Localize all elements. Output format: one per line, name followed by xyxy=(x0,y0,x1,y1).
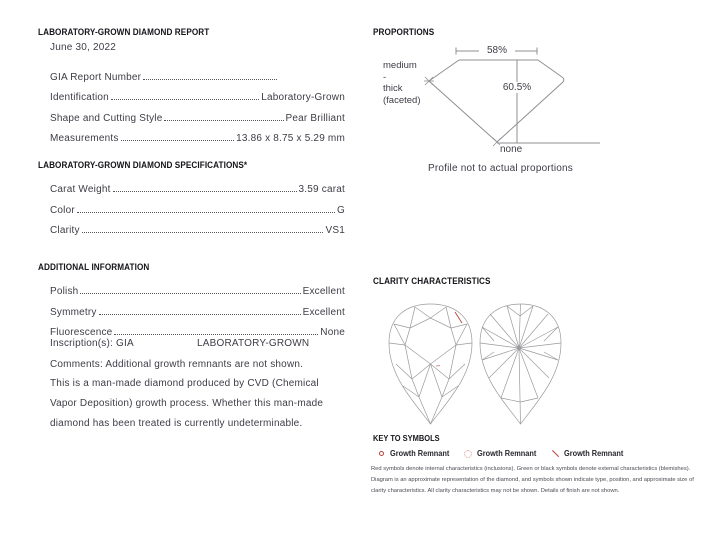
comments-line: Vapor Deposition) growth process. Whether this man-made xyxy=(50,398,324,410)
proportions-diagram xyxy=(383,44,618,166)
row-label: Carat Weight xyxy=(50,184,111,196)
growth-remnant-circle-icon xyxy=(375,451,387,456)
dot-leader xyxy=(99,314,301,315)
section-additional xyxy=(38,262,345,438)
girdle-line: (faceted) xyxy=(383,94,421,106)
symbol-label: Growth Remnant xyxy=(564,449,624,458)
additional-row-fluorescence xyxy=(38,318,345,338)
symbol-item xyxy=(549,449,636,458)
girdle-line: medium xyxy=(383,60,417,71)
row-value: G xyxy=(337,204,345,216)
dot-leader xyxy=(143,79,277,80)
girdle-line: - xyxy=(383,71,387,83)
pear-pavilion-view-diagram xyxy=(477,302,564,425)
row-value: VS1 xyxy=(325,225,345,237)
symbol-label: Growth Remnant xyxy=(477,449,537,458)
inscription-label: Inscription(s): GIA xyxy=(50,338,134,350)
table-percent-label: 58% xyxy=(479,45,515,56)
row-value: Excellent xyxy=(302,306,345,318)
disclaimer-line: Red symbols denote internal characteristics (inclusions). Green or black symbols denote external characteristics (blemishes). xyxy=(371,466,691,472)
dot-leader xyxy=(111,99,259,100)
report-date: June 30, 2022 xyxy=(50,42,116,53)
row-label: Fluorescence xyxy=(50,327,113,339)
clarity-section-title: CLARITY CHARACTERISTICS xyxy=(373,276,491,287)
dot-leader xyxy=(80,293,300,294)
row-label: Identification xyxy=(50,92,109,104)
dot-leader xyxy=(114,334,318,335)
growth-remnant-mark-faint xyxy=(436,366,440,367)
proportions-caption: Profile not to actual proportions xyxy=(427,163,573,174)
comments-line: diamond has been treated is currently undeterminable. xyxy=(50,417,303,429)
dot-leader xyxy=(77,212,335,213)
girdle-label xyxy=(383,60,423,106)
key-to-symbols-row xyxy=(375,449,636,458)
disclaimer-line: Diagram is an approximate representation of the diamond, and symbols shown indicate type, position, and approximate size of xyxy=(371,477,694,483)
row-label: Symmetry xyxy=(50,306,97,318)
dot-leader xyxy=(113,191,297,192)
proportions-section-title: PROPORTIONS xyxy=(373,27,435,38)
clarity-disclaimer xyxy=(371,464,719,497)
row-label: Shape and Cutting Style xyxy=(50,112,163,124)
culet-label: none xyxy=(500,144,534,155)
additional-row-polish xyxy=(38,277,345,297)
inscription-value: LABORATORY-GROWN xyxy=(197,338,310,350)
row-value: Laboratory-Grown xyxy=(261,92,345,104)
comments-line: This is a man-made diamond produced by CVD (Chemical xyxy=(50,378,319,390)
dot-leader xyxy=(121,140,235,141)
report-row-measurements xyxy=(38,124,345,144)
pear-crown-view-diagram xyxy=(386,302,475,425)
additional-row-inscription xyxy=(38,338,345,358)
additional-section-title: ADDITIONAL INFORMATION xyxy=(38,262,150,273)
section-specifications xyxy=(38,160,345,236)
symbol-label: Growth Remnant xyxy=(390,449,450,458)
symbol-item xyxy=(462,449,549,458)
clarity-diagrams xyxy=(386,302,564,425)
section-report xyxy=(38,27,345,144)
disclaimer-line: clarity characteristics. All clarity characteristics may not be shown. Details of finish are not shown. xyxy=(371,488,620,494)
row-value: 13.86 x 8.75 x 5.29 mm xyxy=(236,132,345,144)
specifications-section-title: LABORATORY-GROWN DIAMOND SPECIFICATIONS* xyxy=(38,160,248,171)
row-value: None xyxy=(320,327,345,339)
spec-row-color xyxy=(38,195,345,215)
report-row-shape xyxy=(38,103,345,123)
row-label: Color xyxy=(50,204,75,216)
row-label: Polish xyxy=(50,286,79,298)
key-to-symbols-title: KEY TO SYMBOLS xyxy=(373,433,440,443)
row-label: GIA Report Number xyxy=(50,71,142,83)
comments-line: Comments: Additional growth remnants are not shown. xyxy=(50,358,304,370)
spec-row-carat xyxy=(38,175,345,195)
dot-leader xyxy=(164,120,283,121)
row-value: Pear Brilliant xyxy=(285,112,345,124)
dot-leader xyxy=(82,232,324,233)
growth-remnant-line-icon xyxy=(549,453,561,454)
girdle-line: thick xyxy=(383,83,403,94)
row-label: Measurements xyxy=(50,132,119,144)
report-section-title: LABORATORY-GROWN DIAMOND REPORT xyxy=(38,27,210,38)
report-row-identification xyxy=(38,83,345,103)
growth-remnant-mark xyxy=(455,312,462,323)
row-value: 3.59 carat xyxy=(298,184,345,196)
row-label: Clarity xyxy=(50,225,80,237)
row-value: Excellent xyxy=(302,286,345,298)
report-row-number xyxy=(38,62,345,82)
spec-row-clarity xyxy=(38,216,345,236)
additional-row-symmetry xyxy=(38,297,345,317)
growth-remnant-dotted-circle-icon xyxy=(462,450,474,458)
depth-percent-label: 60.5% xyxy=(493,82,541,93)
symbol-item xyxy=(375,449,462,458)
